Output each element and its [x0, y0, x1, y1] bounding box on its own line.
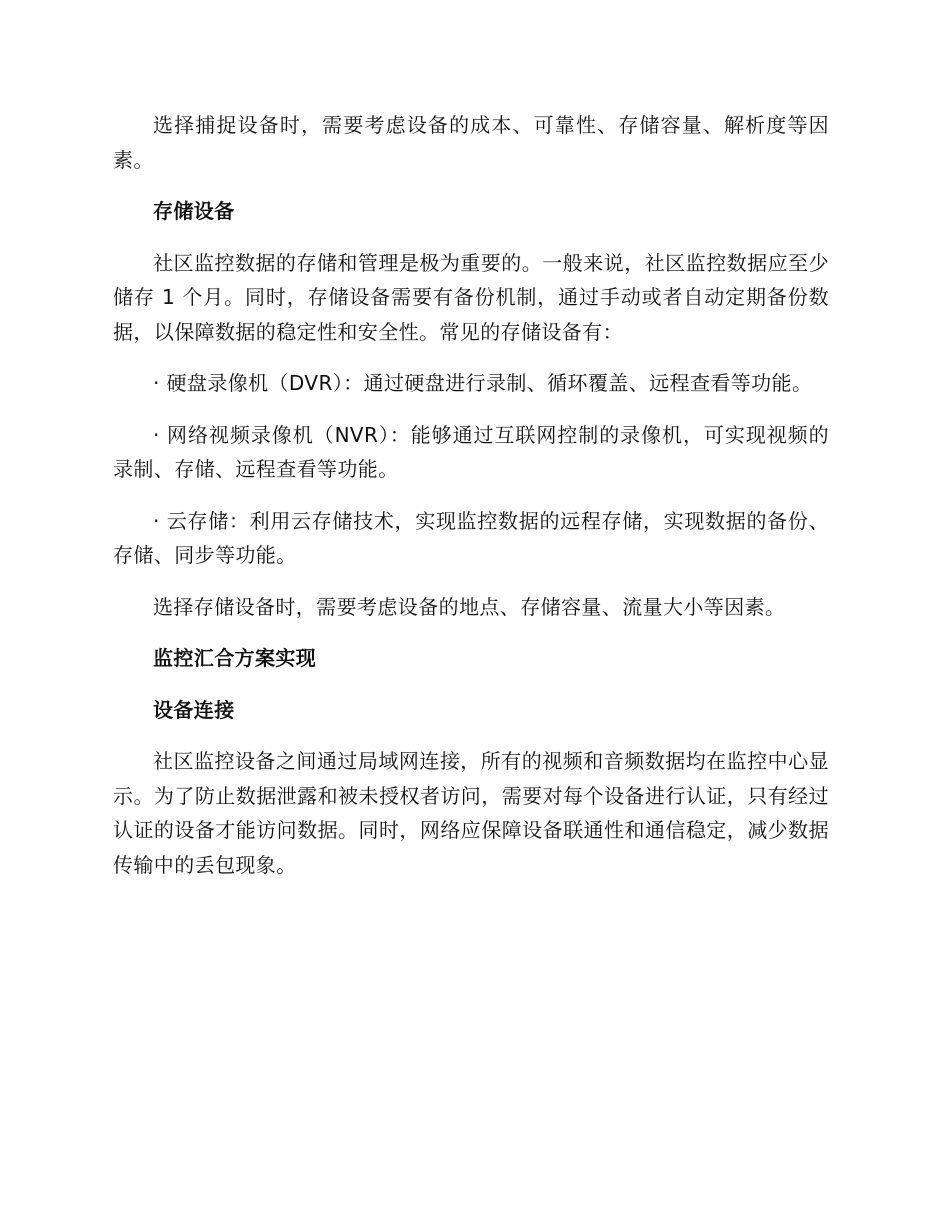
list-item-cloud-storage: · 云存储：利用云存储技术，实现监控数据的远程存储，实现数据的备份、存储、同步等功能。 — [113, 508, 829, 567]
paragraph-device-connection: 社区监控设备之间通过局域网连接，所有的视频和音频数据均在监控中心显示。为了防止数据泄露和被未授权者访问，需要对每个设备进行认证，只有经过认证的设备才能访问数据。同时，网络应保障设备联通性和通信稳定，减少数据传输中的丢包现象。 — [113, 749, 829, 877]
paragraph-storage-management: 社区监控数据的存储和管理是极为重要的。一般来说，社区监控数据应至少储存 1 个月。同时，存储设备需要有备份机制，通过手动或者自动定期备份数据，以保障数据的稳定性和安全性。常见的存储设备有： — [113, 250, 829, 344]
heading-device-connection: 设备连接 — [153, 697, 235, 722]
list-item-nvr: · 网络视频录像机（NVR）：能够通过互联网控制的录像机，可实现视频的录制、存储、远程查看等功能。 — [113, 422, 829, 481]
paragraph-storage-device-factors: 选择存储设备时，需要考虑设备的地点、存储容量、流量大小等因素。 — [153, 594, 786, 619]
list-item-dvr: · 硬盘录像机（DVR）：通过硬盘进行录制、循环覆盖、远程查看等功能。 — [153, 371, 813, 395]
heading-monitoring-solution: 监控汇合方案实现 — [153, 646, 317, 670]
heading-storage-devices: 存储设备 — [153, 199, 235, 223]
paragraph-capture-device-factors: 选择捕捉设备时，需要考虑设备的成本、可靠性、存储容量、解析度等因素。 — [113, 113, 829, 172]
document-page — [113, 108, 829, 899]
